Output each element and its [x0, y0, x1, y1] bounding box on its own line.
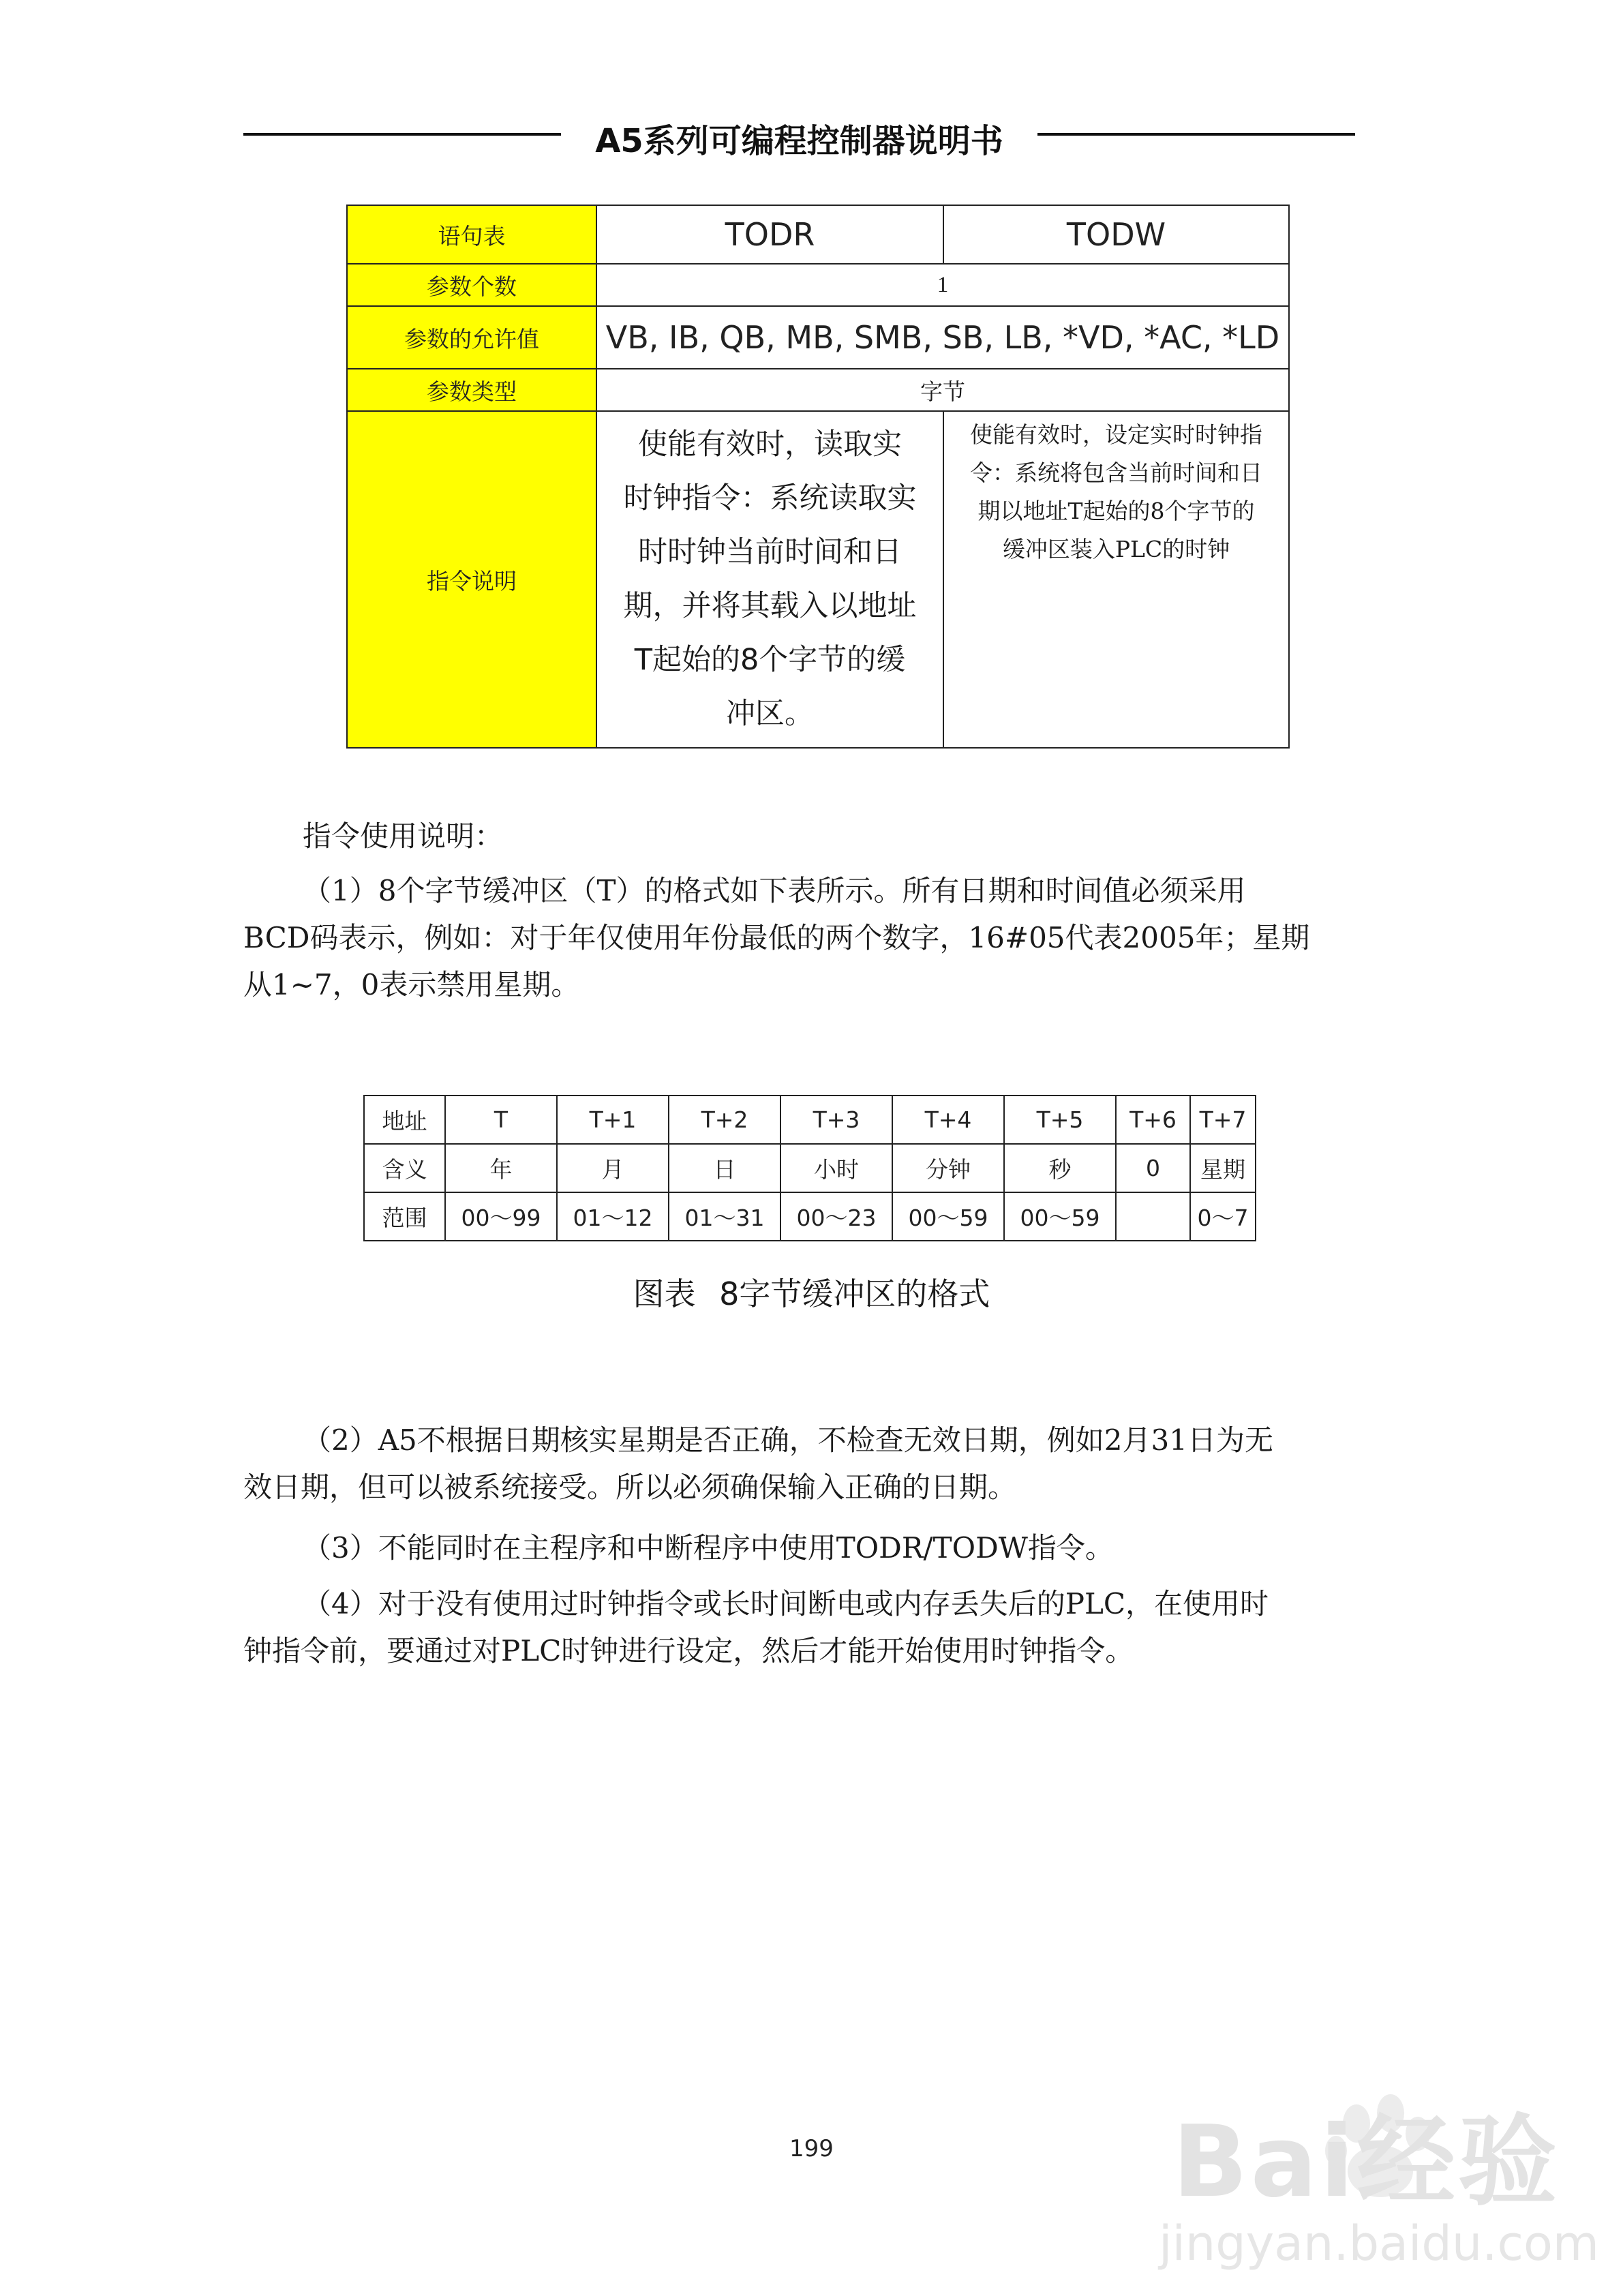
text-line: 效日期，但可以被系统接受。所以必须确保输入正确的日期。: [243, 1470, 1017, 1504]
paragraph-4: [243, 1580, 1389, 1674]
table-row: [347, 264, 1289, 306]
table-cell: 地址: [364, 1096, 445, 1144]
table-row: [364, 1144, 1256, 1192]
todr-description: [596, 411, 943, 748]
table-row: [364, 1192, 1256, 1241]
param-type-cell: 字节: [596, 369, 1289, 411]
table-cell: 范围: [364, 1192, 445, 1241]
table-cell: 分钟: [892, 1144, 1004, 1192]
watermark-brand: Bai经验: [1172, 2104, 1560, 2220]
usage-heading: 指令使用说明：: [303, 819, 504, 853]
table-cell: 月: [557, 1144, 669, 1192]
table-row: [347, 306, 1289, 369]
text-line: 冲区。: [726, 697, 814, 731]
table-cell: T+2: [669, 1096, 780, 1144]
todr-cell: TODR: [596, 205, 943, 264]
paragraph-3: （3）不能同时在主程序和中断程序中使用TODR/TODW指令。: [303, 1531, 1114, 1565]
allowed-values-cell: VB, IB, QB, MB, SMB, SB, LB, *VD, *AC, *LD: [596, 306, 1289, 369]
table-cell: T+5: [1004, 1096, 1116, 1144]
text-line: 使能有效时，读取实: [638, 427, 902, 462]
table-cell: 00～59: [1004, 1192, 1116, 1241]
table-cell: 星期: [1190, 1144, 1256, 1192]
table-caption: 图表 8字节缓冲区的格式: [633, 1275, 990, 1312]
text-line: T起始的8个字节的缓: [634, 643, 906, 677]
table-row: [347, 205, 1289, 264]
row-label: 指令说明: [347, 411, 596, 748]
row-label: 参数个数: [347, 264, 596, 306]
paragraph-1: [243, 867, 1389, 1008]
table-row: [347, 369, 1289, 411]
table-cell: 00～59: [892, 1192, 1004, 1241]
text-line: 期以地址T起始的8个字节的: [977, 498, 1255, 524]
row-label: 语句表: [347, 205, 596, 264]
todw-cell: TODW: [943, 205, 1289, 264]
table-cell: 0: [1116, 1144, 1190, 1192]
text-line: 期，并将其载入以地址: [623, 589, 917, 623]
table-cell: T: [445, 1096, 557, 1144]
table-cell: 00～23: [780, 1192, 892, 1241]
table-cell: 0～7: [1190, 1192, 1256, 1241]
todw-description: [943, 411, 1289, 748]
text-line: （4）对于没有使用过时钟指令或长时间断电或内存丢失后的PLC，在使用时: [303, 1587, 1269, 1620]
table-cell: T+7: [1190, 1096, 1256, 1144]
text-line: （2）A5不根据日期核实星期是否正确，不检查无效日期，例如2月31日为无: [303, 1423, 1273, 1457]
table-row: [347, 411, 1289, 748]
paragraph-2: [243, 1417, 1389, 1511]
text-line: 时钟指令：系统读取实: [623, 481, 917, 515]
text-line: 钟指令前，要通过对PLC时钟进行设定，然后才能开始使用时钟指令。: [243, 1634, 1134, 1667]
page-header-title: A5系列可编程控制器说明书: [595, 122, 1003, 160]
text-line: 令：系统将包含当前时间和日: [970, 459, 1262, 486]
table-cell: 01～12: [557, 1192, 669, 1241]
page-number: 199: [789, 2135, 834, 2162]
watermark-url: jingyan.baidu.com: [1159, 2216, 1599, 2271]
row-label: 参数的允许值: [347, 306, 596, 369]
table-cell: 01～31: [669, 1192, 780, 1241]
text-line: 从1~7，0表示禁用星期。: [243, 968, 580, 1001]
param-count-cell: 1: [596, 264, 1289, 306]
table-cell: [1116, 1192, 1190, 1241]
table-row: [364, 1096, 1256, 1144]
table-cell: T+6: [1116, 1096, 1190, 1144]
table-cell: T+1: [557, 1096, 669, 1144]
text-line: 时时钟当前时间和日: [638, 535, 902, 569]
table-cell: 00～99: [445, 1192, 557, 1241]
table-cell: 秒: [1004, 1144, 1116, 1192]
table-cell: 小时: [780, 1144, 892, 1192]
text-line: 缓冲区装入PLC的时钟: [1002, 536, 1230, 562]
table-cell: 日: [669, 1144, 780, 1192]
row-label: 参数类型: [347, 369, 596, 411]
text-line: BCD码表示，例如：对于年仅使用年份最低的两个数字，16#05代表2005年；星期: [243, 921, 1310, 954]
buffer-format-table: [363, 1095, 1256, 1241]
table-cell: 年: [445, 1144, 557, 1192]
header-rule-right: [1037, 133, 1355, 136]
text-line: 使能有效时，设定实时时钟指: [970, 421, 1262, 448]
table-cell: T+4: [892, 1096, 1004, 1144]
header-rule-left: [243, 133, 561, 136]
text-line: （1）8个字节缓冲区（T）的格式如下表所示。所有日期和时间值必须采用: [303, 874, 1246, 907]
table-cell: T+3: [780, 1096, 892, 1144]
instruction-spec-table: [346, 205, 1290, 749]
table-cell: 含义: [364, 1144, 445, 1192]
